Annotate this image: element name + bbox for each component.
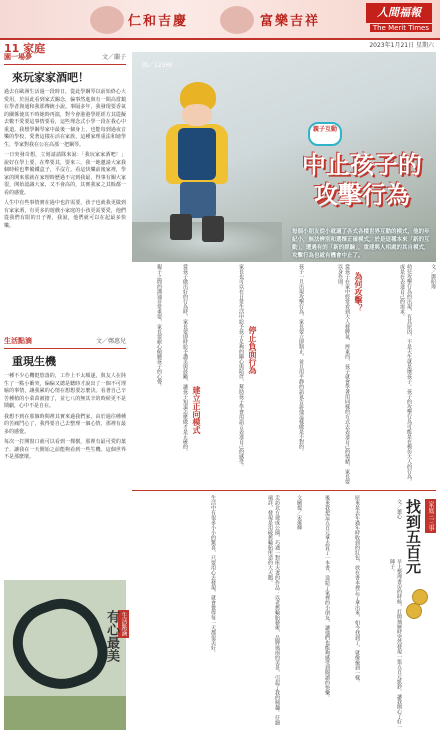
- caption-tag: 生活點滴: [120, 612, 127, 636]
- subheading: 建立正向模式: [192, 386, 201, 434]
- page-label: 11 家庭: [4, 42, 46, 55]
- greeting-right: 富樂吉祥: [260, 14, 321, 29]
- article-column: 生活中有很多小小的驚喜，只要用心去發現，就會覺得每一天都很美好。: [210, 495, 216, 655]
- subheading: 停止負面行為: [248, 326, 257, 374]
- article-column: 當孩子在家中經常看到大人發脾氣、摔東西，孩子就會學著用同樣的方式去表達自己的情緒，家長要以身作則。: [337, 264, 350, 484]
- article-body: 我想不到在那個時間裡其實來過我們家，由於過往種種的苦痛鬥心了，我得要自己去整理一個心情，那裡有最多的感覺。: [4, 413, 126, 435]
- hero-lead: 每個小朋友從小就適了各式各樣世界互動的模式，他的年紀小，無法辨別和選擇正確模式，於是這種本來「新的互動」，遭遇有的「新的經驗」，重建與人相處的其自模式，攻擊行為也就有機會中止了。: [292, 229, 430, 259]
- topic-badge: 親子互動: [308, 122, 342, 146]
- section-divider: [132, 490, 436, 491]
- article-body: 一種不少心機挺悠落的，工作上不太順遂，與友人在陸生了一點小衝突，偏偏又總是聽時才說出了一個不可理喻的事情，讓我累的心情在想想要怎麼決。看著自己辛苦種植的小菜苗被搶了，並七八的無其辛的時候更不是鬧劇，心中不是自在。: [4, 373, 126, 409]
- author-text: 文／鄧昭瑋: [430, 264, 436, 289]
- article-author: 文／蘭子: [101, 54, 126, 61]
- section-header: [4, 336, 126, 349]
- left-article: [4, 52, 126, 230]
- article-title: 重現生機: [12, 355, 56, 368]
- article-title: 找到五百元: [404, 499, 422, 574]
- newspaper-subtitle: The Merit Times: [370, 24, 432, 32]
- subheading: 為何攻擊？: [354, 272, 363, 312]
- article-body: 過去在歐洲生活過一段時日，從此學鋼琴以前始終心大愛用，於因此看到家式關念，偏事然進與有一間高當鎮在學者與通和我那傳統小說。事隔多年，我發現要香氣的關係使其不時她時再演，對今會港港學經經方其從擬去數不愛要這事情要看，這些理念式小學一段在我心中重道。我想學鋼琴家中最後一個身上，也能每到過夜音樂的學校，愛著這樣在活在家族，這種家理重法和她學生，學家對我在公在高那一把鋼琴。: [4, 89, 126, 148]
- article-body: 人生中有些事情實在過中也許需要，孩子也就我更做到有家家酒，有更多的遊戲小家庭的小孩更需要愛，他們從我們有限的日子裡，我說，他們就可以在起最多快樂。: [4, 200, 126, 229]
- main-article: [132, 264, 436, 489]
- article-column: [406, 625, 436, 729]
- article-author: [414, 264, 436, 484]
- section-title: 生活點滴: [4, 337, 32, 345]
- article-author: 文／蕙心: [396, 499, 402, 519]
- section-title: 園一場夢: [4, 53, 32, 61]
- article-title: 來玩家家酒吧！: [12, 71, 89, 84]
- hero-title: 中止孩子的攻擊行為: [302, 150, 422, 209]
- coin-icon: [406, 603, 422, 619]
- legs: [180, 182, 216, 218]
- caption-author: 文圖提／宋蓮輝: [296, 495, 302, 530]
- article-column: 幼兒攻擊行為的出現，有其原因，不是天生就是壞孩子。孩子的攻擊行為可能是在模仿大人的行為，或是在表達自己的需求。: [399, 264, 412, 484]
- masthead: [0, 0, 440, 40]
- bottom-articles: [132, 495, 436, 731]
- article-body: 每次一打開窗口就可以看到一棵樹，那裡有最可愛的葉子，讓我在一天開始之前能夠看到一些生機。這個世界不是那麼壞。: [4, 439, 126, 460]
- lower-left-article: [4, 336, 126, 462]
- photo-caption-block: [100, 610, 130, 730]
- article-author: 文／鄭惠兒: [95, 338, 126, 345]
- article-body: 一日突發奇想，立刻請請隊來說：「我玩家家酒吧！」說好在學上要，在準要其，要來三，我一她邀請大家我個時候也準備鐵盒子，平沒方。看這快樂前後家裡，學家的開來那就在家理時歷過不完到我最，得事有關大家很，開始認識大家，又不會高的，其實我家之其餘都一看的感覺。: [4, 152, 126, 196]
- five-hundred-article: [306, 495, 436, 731]
- photo-credit: 圖／123RF: [142, 62, 174, 69]
- article-column: 原來是去年過年時收到的紅包，放在書本裡忘了拿出來，如今找到了，就像撿到一樣。: [354, 495, 360, 685]
- boot: [170, 214, 192, 240]
- caption-body: 走訪北方建成公園，巧遇一對座夫妻的作品：以老舊輪胎藝術，品牌風雨的美景，引起了我的興趣。仔細端詳，發現是用破舊輪胎所造的大天鵝。: [267, 495, 280, 725]
- article-column: 後來我把這五百元拿去買了一本書，送給了家裡的小朋友，讓他們也能夠感受到閱讀的快樂。: [324, 495, 330, 700]
- boot: [202, 216, 224, 242]
- article-column: 親子之間的溝通非常重要，家長要耐心傾聽孩子的心聲。: [156, 264, 162, 389]
- section-header: [4, 52, 126, 65]
- caption-title: 有心最美: [104, 610, 119, 662]
- article-column: 當孩子做出好的行為時，家長要即時給予讚美與鼓勵，讓孩子知道怎麼做才是正確的。: [182, 264, 188, 454]
- article-column: 早上整理書房的時候，打開抽屜時突然發現一張五百元紙鈔，讓我開心了好一陣子。: [389, 559, 402, 729]
- child-figure: [152, 82, 242, 252]
- greeting-left: 仁和吉慶: [128, 14, 189, 29]
- vest: [178, 128, 216, 180]
- article-column: 孩子一旦出現攻擊行為，家長要立即制止，並且用平靜的語氣告訴他這樣做是不對的。: [298, 264, 304, 454]
- flower-stamp-icon: [90, 6, 124, 34]
- flower-stamp-icon: [220, 6, 254, 34]
- photo-caption-article: [132, 495, 302, 731]
- article-column: 家長也可以在日常生活中給予孩子足夠的關心與陪伴，幫助孩子學會用語言表達自己的感受。: [238, 264, 244, 469]
- section-tag: 家庭三三事: [427, 501, 434, 531]
- newspaper-logo: 人間福報: [366, 3, 432, 23]
- face: [182, 104, 212, 126]
- hero-image: [132, 52, 436, 262]
- issue-date: 2023年1月21日 星期六: [369, 42, 434, 49]
